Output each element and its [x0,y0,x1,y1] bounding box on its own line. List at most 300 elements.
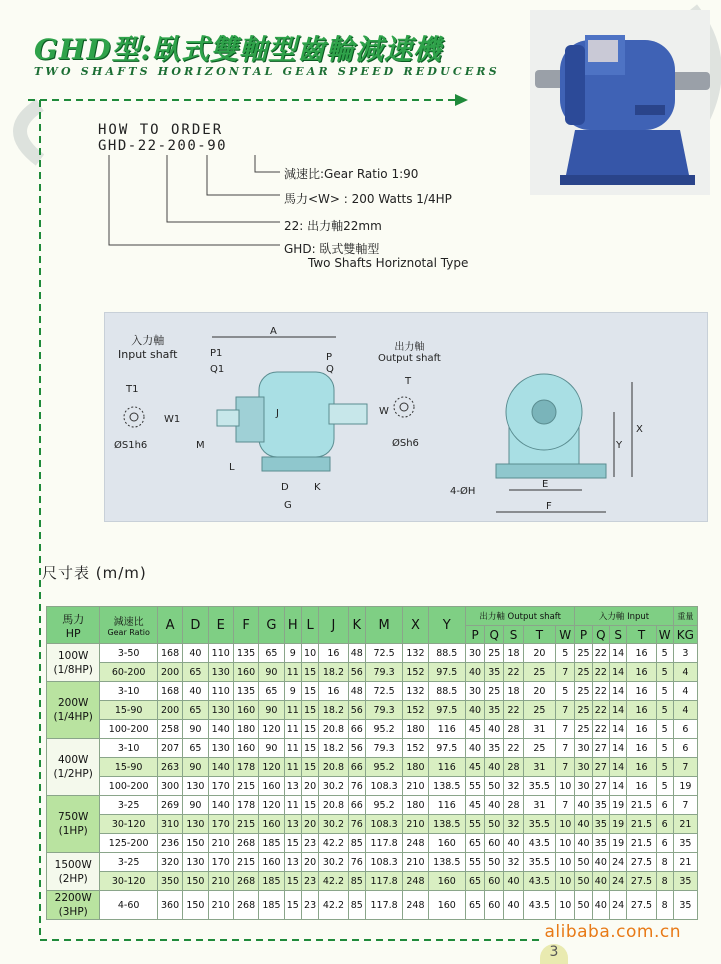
table-cell: 32 [504,777,523,796]
table-cell: 15 [284,834,301,853]
table-cell: 170 [208,777,233,796]
table-cell: 207 [157,739,182,758]
table-cell: 120 [259,796,284,815]
table-cell: 22 [592,663,609,682]
table-cell: 90 [183,720,208,739]
table-cell: 178 [233,758,258,777]
table-cell: 16 [627,739,656,758]
col-out-W: W [556,626,575,644]
table-cell: 10 [556,777,575,796]
table-cell: 7 [556,739,575,758]
table-cell: 90 [259,739,284,758]
table-cell: 25 [485,644,504,663]
table-cell: 300 [157,777,182,796]
table-cell: 168 [157,644,182,663]
table-cell: 40 [485,720,504,739]
label-G: G [284,500,292,511]
table-cell: 263 [157,758,182,777]
table-cell: 45 [465,720,484,739]
table-cell: 4 [673,701,697,720]
table-cell: 10 [556,834,575,853]
table-cell: 79.3 [365,701,402,720]
table-cell: 22 [504,663,523,682]
table-cell: 40 [575,815,592,834]
table-cell: 5 [656,701,673,720]
table-cell: 160 [428,834,465,853]
table-cell: 28 [504,796,523,815]
table-cell: 180 [233,720,258,739]
table-cell: 130 [183,815,208,834]
table-cell: 150 [183,872,208,891]
table-row [47,834,698,853]
table-cell: 35.5 [523,815,556,834]
table-cell: 23 [301,834,318,853]
label-K: K [314,482,321,493]
table-cell: 3-25 [100,853,157,872]
table-cell: 20 [301,815,318,834]
table-cell: 180 [403,796,428,815]
table-cell: 6 [656,815,673,834]
note-model-english: Two Shafts Horiznotal Type [308,256,469,270]
table-cell: 152 [403,739,428,758]
table-cell: 268 [233,891,258,920]
table-cell: 138.5 [428,853,465,872]
table-cell: 27.5 [627,872,656,891]
table-cell: 9 [284,682,301,701]
table-cell: 258 [157,720,182,739]
table-cell: 117.8 [365,891,402,920]
table-cell: 116 [428,720,465,739]
col-kg: KG [673,626,697,644]
table-cell: 25 [523,663,556,682]
table-cell: 210 [403,815,428,834]
table-cell: 130 [208,701,233,720]
table-cell: 28 [504,758,523,777]
col-in-W: W [656,626,673,644]
table-cell: 6 [673,720,697,739]
table-cell: 248 [403,834,428,853]
table-cell: 20.8 [319,758,348,777]
table-cell: 5 [656,663,673,682]
table-cell: 50 [485,853,504,872]
table-cell: 215 [233,815,258,834]
table-cell: 268 [233,834,258,853]
col-in-P: P [575,626,592,644]
table-cell: 85 [348,834,365,853]
table-cell: 48 [348,644,365,663]
table-cell: 3-10 [100,739,157,758]
table-cell: 248 [403,872,428,891]
table-cell: 30.2 [319,853,348,872]
col-X: X [403,607,428,644]
table-row [47,872,698,891]
table-cell: 30 [575,739,592,758]
table-cell: 42.2 [319,834,348,853]
table-cell: 20 [523,682,556,701]
hp-cell: 400W (1/2HP) [47,739,100,796]
table-cell: 40 [504,834,523,853]
dimension-table [46,606,698,920]
table-cell: 97.5 [428,739,465,758]
table-cell: 66 [348,796,365,815]
table-cell: 43.5 [523,872,556,891]
table-cell: 108.3 [365,853,402,872]
table-cell: 35 [485,663,504,682]
table-cell: 35.5 [523,853,556,872]
table-cell: 65 [465,872,484,891]
table-cell: 30 [575,777,592,796]
table-cell: 40 [592,853,609,872]
order-code-leaders [95,150,295,260]
col-out-P: P [465,626,484,644]
table-cell: 31 [523,758,556,777]
table-cell: 135 [233,644,258,663]
table-cell: 35 [592,796,609,815]
table-cell: 178 [233,796,258,815]
table-row [47,796,698,815]
table-cell: 40 [465,663,484,682]
table-row [47,777,698,796]
table-cell: 9 [284,644,301,663]
table-cell: 21.5 [627,834,656,853]
table-cell: 15 [301,701,318,720]
table-row [47,663,698,682]
table-cell: 16 [319,682,348,701]
table-cell: 30 [575,758,592,777]
table-cell: 14 [610,739,627,758]
table-cell: 40 [504,872,523,891]
table-cell: 18.2 [319,739,348,758]
table-cell: 76 [348,853,365,872]
table-cell: 35 [592,834,609,853]
table-cell: 3-50 [100,644,157,663]
table-cell: 200 [157,663,182,682]
table-cell: 215 [233,777,258,796]
table-cell: 45 [465,796,484,815]
table-cell: 22 [592,720,609,739]
table-cell: 30-120 [100,815,157,834]
table-cell: 4 [673,663,697,682]
table-cell: 19 [610,796,627,815]
table-cell: 25 [575,720,592,739]
col-out-S: S [504,626,523,644]
note-model: GHD: 臥式雙軸型 [284,242,380,256]
table-cell: 3 [673,644,697,663]
table-cell: 60 [485,891,504,920]
table-cell: 32 [504,815,523,834]
col-weight: 重量 [673,607,697,626]
table-cell: 55 [465,777,484,796]
table-cell: 24 [610,891,627,920]
table-cell: 108.3 [365,815,402,834]
table-cell: 31 [523,720,556,739]
table-cell: 132 [403,682,428,701]
table-cell: 268 [233,872,258,891]
table-cell: 11 [284,663,301,682]
table-cell: 72.5 [365,644,402,663]
label-Q1: Q1 [210,364,225,375]
table-cell: 40 [465,701,484,720]
table-cell: 185 [259,891,284,920]
col-out-Q: Q [485,626,504,644]
col-hp: 馬力 HP [47,607,100,644]
table-cell: 72.5 [365,682,402,701]
table-cell: 20.8 [319,720,348,739]
table-cell: 100-200 [100,720,157,739]
table-cell: 152 [403,701,428,720]
col-M: M [365,607,402,644]
table-cell: 40 [183,644,208,663]
table-cell: 35 [485,739,504,758]
table-cell: 160 [428,891,465,920]
table-cell: 18.2 [319,663,348,682]
note-output-shaft: 22: 出力軸22mm [284,219,382,233]
table-cell: 60 [485,872,504,891]
table-cell: 4 [673,682,697,701]
table-cell: 88.5 [428,644,465,663]
table-cell: 16 [627,682,656,701]
table-cell: 95.2 [365,720,402,739]
table-cell: 15 [301,796,318,815]
table-row [47,853,698,872]
dimension-drawing [104,312,706,520]
table-cell: 4-60 [100,891,157,920]
table-cell: 132 [403,644,428,663]
label-A: A [270,326,277,337]
table-cell: 90 [183,758,208,777]
table-cell: 210 [208,834,233,853]
label-J: J [276,408,279,419]
table-cell: 23 [301,872,318,891]
table-cell: 6 [673,739,697,758]
table-cell: 5 [556,682,575,701]
hp-cell: 1500W (2HP) [47,853,100,891]
table-cell: 65 [183,739,208,758]
table-cell: 140 [208,720,233,739]
table-cell: 35.5 [523,777,556,796]
order-code-example: GHD-22-200-90 [98,138,228,154]
col-Y: Y [428,607,465,644]
table-cell: 210 [403,777,428,796]
table-cell: 10 [556,815,575,834]
table-cell: 65 [465,834,484,853]
table-row [47,682,698,701]
table-cell: 79.3 [365,663,402,682]
table-cell: 25 [523,701,556,720]
table-cell: 15 [301,739,318,758]
table-cell: 14 [610,701,627,720]
table-cell: 130 [208,663,233,682]
table-cell: 16 [627,720,656,739]
table-cell: 320 [157,853,182,872]
table-cell: 55 [465,853,484,872]
table-cell: 95.2 [365,758,402,777]
table-cell: 27 [592,777,609,796]
table-cell: 16 [627,777,656,796]
table-cell: 168 [157,682,182,701]
table-cell: 170 [208,853,233,872]
label-Y: Y [616,440,623,451]
table-cell: 40 [592,872,609,891]
table-cell: 25 [575,701,592,720]
table-cell: 116 [428,796,465,815]
table-cell: 14 [610,720,627,739]
table-cell: 27.5 [627,891,656,920]
table-cell: 7 [673,796,697,815]
dimension-table-title: 尺寸表 (m/m) [42,564,147,582]
table-cell: 117.8 [365,834,402,853]
table-cell: 13 [284,777,301,796]
table-cell: 110 [208,644,233,663]
col-output-shaft: 出力軸 Output shaft [465,607,574,626]
table-cell: 50 [575,853,592,872]
table-cell: 200 [157,701,182,720]
table-cell: 56 [348,739,365,758]
table-cell: 40 [575,796,592,815]
table-cell: 110 [208,682,233,701]
table-cell: 25 [575,682,592,701]
table-cell: 24 [610,853,627,872]
table-cell: 21.5 [627,796,656,815]
table-cell: 160 [259,815,284,834]
label-X: X [636,424,643,435]
col-input-shaft: 入力軸 Input [575,607,673,626]
table-cell: 20 [301,853,318,872]
table-cell: 66 [348,758,365,777]
table-cell: 16 [627,644,656,663]
table-cell: 8 [656,853,673,872]
col-in-S: S [610,626,627,644]
table-cell: 20.8 [319,796,348,815]
table-cell: 79.3 [365,739,402,758]
table-cell: 40 [465,739,484,758]
table-cell: 7 [556,663,575,682]
table-cell: 22 [504,701,523,720]
table-cell: 23 [301,891,318,920]
label-S1h6: ØS1h6 [114,440,148,451]
table-cell: 7 [673,758,697,777]
table-cell: 25 [485,682,504,701]
table-cell: 21 [673,815,697,834]
table-cell: 248 [403,891,428,920]
table-cell: 40 [485,758,504,777]
table-cell: 22 [592,682,609,701]
table-cell: 25 [575,663,592,682]
col-J: J [319,607,348,644]
table-cell: 5 [556,644,575,663]
table-cell: 97.5 [428,663,465,682]
col-H: H [284,607,301,644]
table-cell: 25 [523,739,556,758]
table-cell: 130 [183,777,208,796]
col-in-T: T [627,626,656,644]
table-cell: 65 [183,663,208,682]
table-cell: 27.5 [627,853,656,872]
table-cell: 152 [403,663,428,682]
table-cell: 30 [465,644,484,663]
table-row [47,739,698,758]
table-cell: 27 [592,739,609,758]
table-cell: 170 [208,815,233,834]
hp-cell: 750W (1HP) [47,796,100,853]
table-cell: 8 [656,872,673,891]
table-cell: 14 [610,663,627,682]
table-cell: 15-90 [100,701,157,720]
table-cell: 180 [403,758,428,777]
table-cell: 7 [556,758,575,777]
label-L: L [229,462,235,473]
table-cell: 42.2 [319,891,348,920]
table-cell: 60 [485,834,504,853]
table-cell: 100-200 [100,777,157,796]
label-M: M [196,440,205,451]
table-cell: 20 [523,644,556,663]
hp-cell: 2200W (3HP) [47,891,100,920]
table-cell: 19 [673,777,697,796]
table-cell: 15 [284,891,301,920]
page-number: 3 [540,944,568,964]
table-cell: 56 [348,701,365,720]
label-W: W [379,406,389,417]
table-cell: 14 [610,682,627,701]
table-cell: 32 [504,853,523,872]
table-cell: 28 [504,720,523,739]
table-cell: 117.8 [365,872,402,891]
table-row [47,891,698,920]
table-cell: 116 [428,758,465,777]
table-cell: 65 [259,682,284,701]
table-cell: 160 [259,777,284,796]
col-G: G [259,607,284,644]
table-cell: 90 [259,701,284,720]
table-cell: 50 [575,891,592,920]
table-cell: 7 [556,796,575,815]
table-cell: 35 [673,891,697,920]
label-4H: 4-ØH [450,486,476,497]
how-to-order-heading: HOW TO ORDER [98,122,224,138]
table-cell: 22 [592,701,609,720]
title-chinese: GHD型:臥式雙軸型齒輪減速機 [34,33,442,66]
table-cell: 7 [556,701,575,720]
col-in-Q: Q [592,626,609,644]
table-cell: 160 [259,853,284,872]
table-cell: 210 [208,872,233,891]
table-cell: 19 [610,834,627,853]
table-cell: 50 [485,777,504,796]
table-cell: 22 [504,739,523,758]
title-english: TWO SHAFTS HORIZONTAL GEAR SPEED REDUCERS [34,65,500,78]
table-cell: 40 [575,834,592,853]
table-cell: 138.5 [428,777,465,796]
table-cell: 25 [575,644,592,663]
table-cell: 13 [284,815,301,834]
table-cell: 236 [157,834,182,853]
col-E: E [208,607,233,644]
table-cell: 5 [656,758,673,777]
table-row [47,644,698,663]
table-cell: 150 [183,891,208,920]
table-cell: 120 [259,758,284,777]
table-cell: 269 [157,796,182,815]
label-F: F [546,501,552,512]
table-cell: 210 [403,853,428,872]
watermark: alibaba.com.cn [544,922,681,942]
table-cell: 30.2 [319,815,348,834]
table-cell: 10 [301,644,318,663]
table-cell: 18 [504,644,523,663]
hp-cell: 100W (1/8HP) [47,644,100,682]
table-cell: 210 [208,891,233,920]
